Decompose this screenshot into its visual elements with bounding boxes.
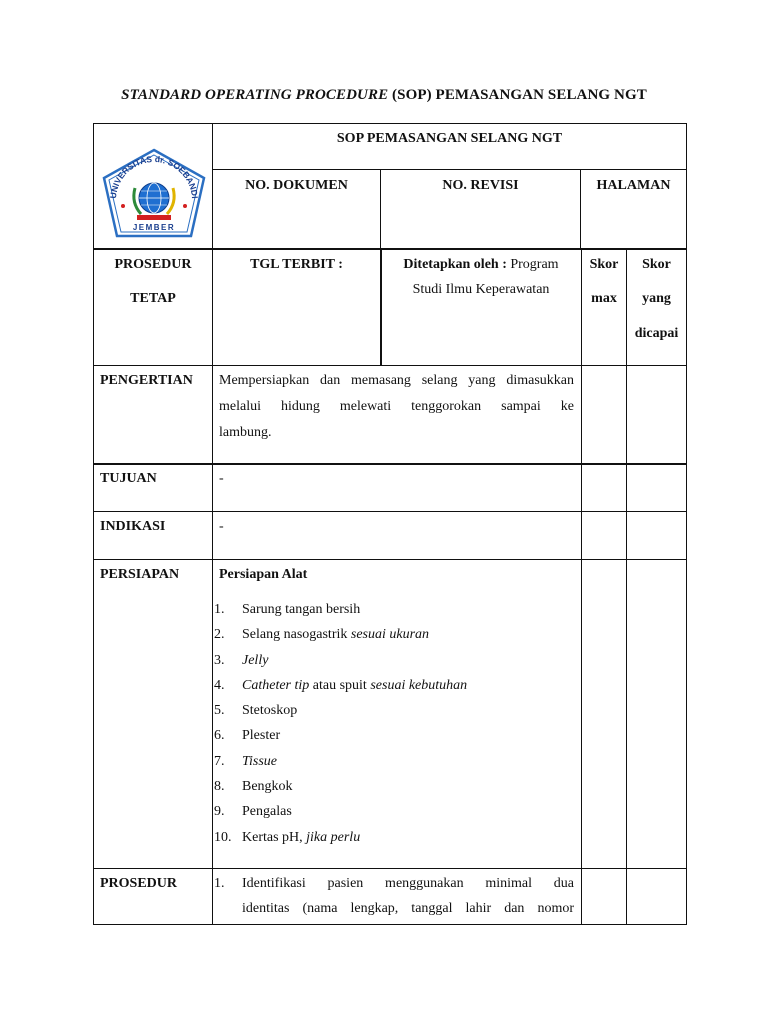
list-item: 2. Selang nasogastrik sesuai ukuran [214, 627, 430, 643]
ditetapkan-oleh [382, 252, 580, 277]
prosedur-step-1-line2: identitas (nama lengkap, tanggal lahir dan nomor [242, 901, 574, 916]
pengertian-line2: melalui hidung melewati tenggorokan sampai ke [219, 399, 574, 414]
pengertian-label: PENGERTIAN [100, 373, 193, 388]
no-revisi-label: NO. REVISI [442, 178, 519, 193]
university-seal-icon [101, 148, 207, 240]
logo-arc-text: UNIVERSITAS dr. SOEBANDI [107, 153, 200, 200]
tujuan-label: TUJUAN [100, 471, 157, 486]
list-item: 3. Jelly [214, 652, 269, 668]
pengertian-line1: Mempersiapkan dan memasang selang yang dimasukkan [219, 373, 574, 388]
skor-max-line1: Skor [589, 257, 619, 272]
skor-dicapai-line3: dicapai [634, 326, 679, 341]
no-dokumen-label: NO. DOKUMEN [245, 178, 348, 193]
document-title-italic: STANDARD OPERATING PROCEDURE [121, 87, 389, 103]
prosedur-step-1-line1: 1. Identifikasi pasien menggunakan minimal dua [214, 876, 574, 891]
skor-max-line2: max [591, 291, 617, 306]
tujuan-value: - [219, 471, 224, 486]
skor-dicapai-line2: yang [642, 291, 671, 306]
prosedur-step-1 [214, 871, 574, 921]
sop-title: SOP PEMASANGAN SELANG NGT [336, 131, 563, 146]
prosedur-section-label: PROSEDUR [100, 876, 178, 891]
list-item: 7. Tissue [214, 753, 278, 769]
document-title [0, 87, 768, 104]
pengertian-line3: lambung. [219, 425, 272, 440]
list-item: 9. Pengalas [214, 804, 292, 820]
list-item: 1. Sarung tangan bersih [214, 602, 361, 617]
indikasi-label: INDIKASI [100, 519, 166, 534]
logo-bottom-text: JEMBER [132, 223, 176, 232]
indikasi-value: - [219, 519, 224, 534]
list-item: 8. Bengkok [214, 779, 293, 795]
halaman-label: HALAMAN [596, 178, 671, 193]
tetap-label: TETAP [130, 291, 176, 306]
skor-dicapai-line1: Skor [642, 257, 671, 272]
list-item: 4. Catheter tip atau spuit sesuai kebutuhan [214, 677, 468, 693]
list-item: 10. Kertas pH, jika perlu [214, 829, 361, 845]
tgl-terbit-label: TGL TERBIT : [250, 257, 343, 272]
ditetapkan-value-1: Program [510, 257, 559, 272]
list-item: 6. Plester [214, 728, 281, 744]
list-item: 5. Stetoskop [214, 703, 298, 719]
document-title-rest: (SOP) PEMASANGAN SELANG NGT [388, 87, 647, 103]
persiapan-heading: Persiapan Alat [219, 567, 308, 582]
ditetapkan-label: Ditetapkan oleh : [403, 257, 507, 272]
ditetapkan-value-2: Studi Ilmu Keperawatan [412, 282, 550, 297]
prosedur-label: PROSEDUR [114, 257, 192, 272]
persiapan-list [214, 597, 574, 850]
persiapan-label: PERSIAPAN [100, 567, 180, 582]
